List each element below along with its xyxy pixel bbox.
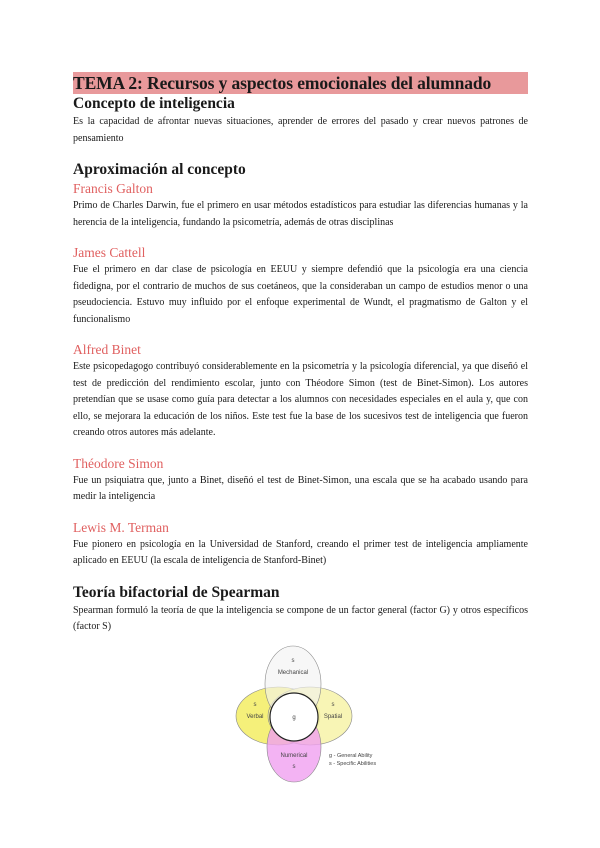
- s-label: s: [331, 701, 335, 708]
- heading-spearman: Teoría bifactorial de Spearman: [73, 583, 280, 601]
- author-heading: Francis Galton: [73, 181, 153, 196]
- s-label: s: [291, 657, 295, 664]
- document-page: [73, 72, 528, 787]
- author-paragraph: Primo de Charles Darwin, fue el primero en usar métodos estadísticos para estudiar las diferencias humanas y la herencia de la inteligencia, fundando la psicometría, además de otras disciplinas: [73, 200, 528, 228]
- s-label: s: [253, 701, 257, 708]
- g-label: g: [292, 714, 296, 721]
- author-heading: Théodore Simon: [73, 455, 164, 471]
- legend-s: s - Specific Abilities: [329, 760, 377, 767]
- numerical-label: Numerical: [280, 752, 308, 759]
- heading-aproximacion: Aproximación al concepto: [73, 161, 246, 178]
- paragraph-concepto: Es la capacidad de afrontar nuevas situaciones, aprender de errores del pasado y crear nuevos patrones de pensamiento: [73, 116, 528, 144]
- spatial-label: Spatial: [323, 713, 343, 720]
- author-paragraph: Este psicopedagogo contribuyó considerablemente en la psicometría y la psicología diferencial, ya que diseñó el test de predicción del rendimiento escolar, junto con Théodore Simon (test de Binet-Simon). Los autores pretendían que se usase como guía para detectar a los alumnos con necesidades especiales en el aula y, que con ello, se mejorara la educación de los niños. Este test fue la base de los sucesivos test de inteligencia que fueron creando otros autores más adelante.: [73, 361, 528, 438]
- author-heading: James Cattell: [73, 245, 146, 260]
- heading-concepto: Concepto de inteligencia: [73, 95, 235, 112]
- legend-g: g - General Ability: [329, 752, 373, 759]
- page-title: TEMA 2: Recursos y aspectos emocionales del alumnado: [73, 72, 528, 94]
- author-heading: Alfred Binet: [73, 342, 141, 357]
- author-paragraph: Fue pionero en psicología en la Universidad de Stanford, creando el primer test de inteligencia ampliamente aplicado en EEUU (la escala de inteligencia de Stanford-Binet): [73, 538, 528, 566]
- author-paragraph: Fue un psiquiatra que, junto a Binet, diseñó el test de Binet-Simon, una escala que se ha acabado usando para medir la inteligencia: [73, 474, 528, 502]
- verbal-label: Verbal: [246, 713, 264, 720]
- author-heading: Lewis M. Terman: [73, 519, 169, 535]
- s-label: s: [292, 763, 296, 770]
- spearman-venn-diagram: [228, 642, 388, 787]
- paragraph-spearman: Spearman formuló la teoría de que la inteligencia se compone de un factor general (factor G) y otros específicos (factor S): [73, 604, 528, 632]
- author-paragraph: Fue el primero en dar clase de psicología en EEUU y siempre defendió que la psicología era una ciencia fidedigna, por el contrario de muchos de sus coetáneos, que la consideraban un campo de estudios menor o una pseudociencia. Estuvo muy influido por el enfoque experimental de Wundt, el pragmatismo de Galton y el funcionalismo: [73, 264, 528, 325]
- mechanical-label: Mechanical: [277, 669, 309, 676]
